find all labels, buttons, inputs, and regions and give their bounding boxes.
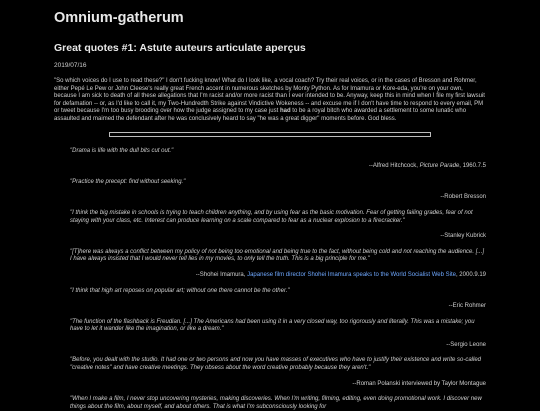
interview-link[interactable]: Japanese film director Shohei Imamura speaks to the World Socialist Web Site bbox=[247, 271, 456, 278]
quote-text: "Drama is life with the dull bits cut out." bbox=[70, 147, 174, 154]
quote-block bbox=[70, 396, 486, 411]
post-title[interactable]: Great quotes #1: Astute auteurs articulate aperçus bbox=[54, 42, 306, 54]
quote-block bbox=[70, 210, 486, 241]
quote-attribution: --Eric Rohmer bbox=[448, 303, 486, 310]
quote-text: "The function of the flashback is Freudian. [...] The Americans had been using it in a very closed way, too rigorously and literally. This was a mistake; you have to let it wander like the imagination, or like a dream." bbox=[70, 318, 475, 333]
quote-block bbox=[70, 319, 486, 350]
quote-attribution: --Robert Bresson bbox=[440, 194, 486, 201]
quote-source: Picture Parade bbox=[419, 163, 460, 170]
quote-block bbox=[70, 249, 486, 280]
intro-paragraph bbox=[54, 78, 486, 124]
quote-date: , 2000.9.19 bbox=[455, 271, 486, 278]
quote-attribution bbox=[70, 272, 486, 280]
quote-block bbox=[70, 288, 486, 311]
divider-rule bbox=[109, 132, 431, 137]
quote-block bbox=[70, 148, 486, 171]
quote-attribution: --Sergio Leone bbox=[446, 341, 486, 348]
quote-text: "I think that high art reposes on popular art; without one there cannot be the other." bbox=[70, 287, 290, 294]
quote-attribution: --Stanley Kubrick bbox=[440, 233, 486, 240]
quote-text: "[T]here was always a conflict between my policy of not being too emotional and being true to the fact, without being cold and not reaching the audience. [...] I have always insisted that I would never tell lies in my movies, to only tell the truth. This is a big principle for me." bbox=[70, 248, 485, 263]
quote-block bbox=[70, 357, 486, 388]
quote-attribution bbox=[70, 163, 486, 171]
quote-text: "When I make a film, I never stop uncovering mysteries, making discoveries. When I'm writing, filming, editing, even doing promotional work. I discover new things about the film, about myself, and about others. That is what I'm subconsciously looking for bbox=[70, 396, 482, 410]
site-title[interactable]: Omnium-gatherum bbox=[54, 10, 184, 26]
quote-text: "I think the big mistake in schools is trying to teach children anything, and by using fear as the basic motivation. Fear of getting failing grades, fear of not staying with your class, etc. Interest can produce learning on a scale compared to fear as a nuclear explosion to a firecracker." bbox=[70, 209, 473, 224]
intro-text-2: to be a royal bitch who awarded a settlement to some lunatic who assaulted and maimed the defendant after he was conclusively heard to say "he was a great digger" moments before. God bless. bbox=[54, 108, 467, 122]
quote-text: "Practice the precept: find without seeking." bbox=[70, 178, 186, 185]
quote-date: , 1960.7.5 bbox=[459, 163, 486, 170]
intro-text-1: "So which voices do I use to read these?" I don't fucking know! What do I look like, a vocal coach? Try their real voices, or in the cases of Bresson and Rohmer, either Pepé Le Pew or John Cleese's really great French accent in numerous sketches by Monty Python. As for Imamura or Kore-eda, you're on your own, because I am sick to death of all these allegations that I'm racist and/or more racist than I ever intended to be. Anyway, keep this in mind when I file my first lawsuit for defamation -- or, as I'd like to call it, my Two-Hundredth Strike against Vindictive Wokeness -- and excuse me if I don't have time to respond to every email, PM or tweet because I'm too busy brooding over how the judge assigned to my case just bbox=[54, 78, 485, 115]
quote-author: --Shohei Imamura, bbox=[195, 271, 248, 278]
quote-block bbox=[70, 179, 486, 202]
quote-text: "Before, you dealt with the studio. It had one or two persons and now you have masses of executives who have to justify their existence and write so-called "creative notes" and have creative meetings. They obsess about the word creative probably because they aren't." bbox=[70, 357, 482, 372]
post-date: 2019/07/16 bbox=[54, 62, 87, 69]
quote-author: --Alfred Hitchcock, bbox=[368, 163, 420, 170]
quote-attribution: --Roman Polanski interviewed by Taylor Montague bbox=[352, 380, 486, 387]
intro-bold-text: had bbox=[279, 108, 291, 115]
